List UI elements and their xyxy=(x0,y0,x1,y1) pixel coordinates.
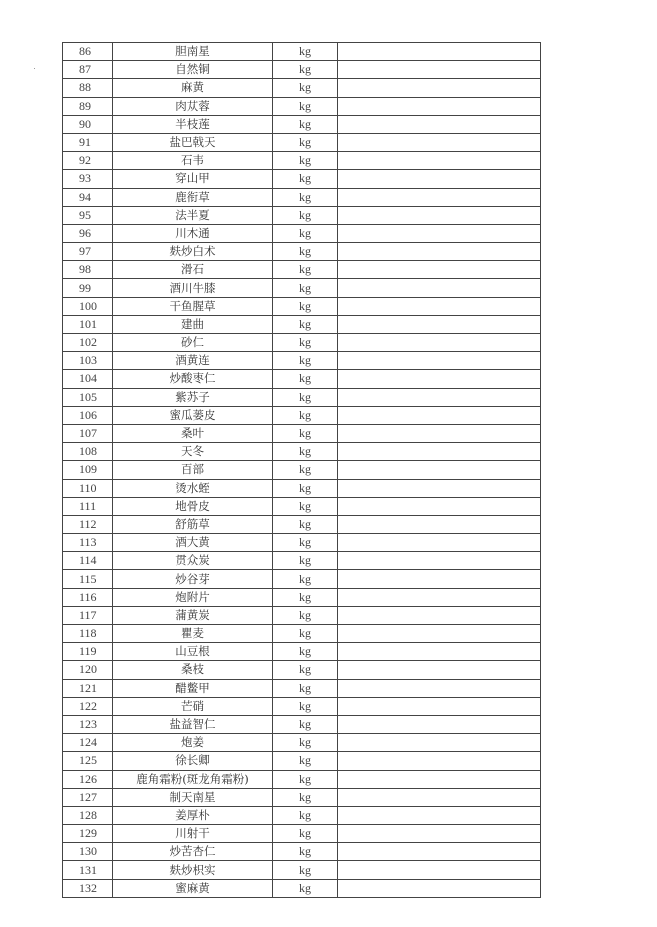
unit-cell: kg xyxy=(273,370,338,388)
note-cell xyxy=(338,115,541,133)
herb-name-cell: 胆南星 xyxy=(113,43,273,61)
row-number-cell: 109 xyxy=(63,461,113,479)
table-row xyxy=(63,61,541,79)
note-cell xyxy=(338,261,541,279)
table-row xyxy=(63,879,541,897)
unit-cell: kg xyxy=(273,334,338,352)
table-row xyxy=(63,552,541,570)
table-row xyxy=(63,315,541,333)
row-number-cell: 131 xyxy=(63,861,113,879)
unit-cell: kg xyxy=(273,552,338,570)
herb-name-cell: 蒲黄炭 xyxy=(113,606,273,624)
row-number-cell: 105 xyxy=(63,388,113,406)
herb-name-cell: 山豆根 xyxy=(113,643,273,661)
herb-name-cell: 法半夏 xyxy=(113,206,273,224)
row-number-cell: 101 xyxy=(63,315,113,333)
note-cell xyxy=(338,443,541,461)
herb-name-cell: 紫苏子 xyxy=(113,388,273,406)
row-number-cell: 132 xyxy=(63,879,113,897)
table-row xyxy=(63,534,541,552)
note-cell xyxy=(338,206,541,224)
herb-name-cell: 自然铜 xyxy=(113,61,273,79)
herb-name-cell: 炒谷芽 xyxy=(113,570,273,588)
table-row xyxy=(63,224,541,242)
row-number-cell: 96 xyxy=(63,224,113,242)
note-cell xyxy=(338,152,541,170)
unit-cell: kg xyxy=(273,570,338,588)
row-number-cell: 116 xyxy=(63,588,113,606)
herb-name-cell: 建曲 xyxy=(113,315,273,333)
unit-cell: kg xyxy=(273,79,338,97)
unit-cell: kg xyxy=(273,770,338,788)
table-row xyxy=(63,352,541,370)
row-number-cell: 124 xyxy=(63,734,113,752)
unit-cell: kg xyxy=(273,825,338,843)
unit-cell: kg xyxy=(273,206,338,224)
unit-cell: kg xyxy=(273,443,338,461)
herb-name-cell: 麻黄 xyxy=(113,79,273,97)
herb-name-cell: 地骨皮 xyxy=(113,497,273,515)
herb-name-cell: 石韦 xyxy=(113,152,273,170)
row-number-cell: 102 xyxy=(63,334,113,352)
row-number-cell: 90 xyxy=(63,115,113,133)
table-row xyxy=(63,770,541,788)
row-number-cell: 120 xyxy=(63,661,113,679)
row-number-cell: 122 xyxy=(63,697,113,715)
note-cell xyxy=(338,43,541,61)
note-cell xyxy=(338,243,541,261)
row-number-cell: 95 xyxy=(63,206,113,224)
unit-cell: kg xyxy=(273,879,338,897)
table-row xyxy=(63,43,541,61)
herb-name-cell: 醋鳖甲 xyxy=(113,679,273,697)
herb-table xyxy=(62,42,541,898)
note-cell xyxy=(338,515,541,533)
unit-cell: kg xyxy=(273,515,338,533)
unit-cell: kg xyxy=(273,806,338,824)
herb-name-cell: 舒筋草 xyxy=(113,515,273,533)
herb-name-cell: 蜜瓜蒌皮 xyxy=(113,406,273,424)
note-cell xyxy=(338,806,541,824)
row-number-cell: 117 xyxy=(63,606,113,624)
row-number-cell: 87 xyxy=(63,61,113,79)
unit-cell: kg xyxy=(273,315,338,333)
unit-cell: kg xyxy=(273,243,338,261)
table-row xyxy=(63,515,541,533)
table-row xyxy=(63,297,541,315)
note-cell xyxy=(338,370,541,388)
table-row xyxy=(63,388,541,406)
row-number-cell: 115 xyxy=(63,570,113,588)
herb-name-cell: 徐长卿 xyxy=(113,752,273,770)
note-cell xyxy=(338,606,541,624)
unit-cell: kg xyxy=(273,479,338,497)
note-cell xyxy=(338,388,541,406)
note-cell xyxy=(338,479,541,497)
table-row xyxy=(63,570,541,588)
table-row xyxy=(63,497,541,515)
table-row xyxy=(63,752,541,770)
herb-name-cell: 川射干 xyxy=(113,825,273,843)
unit-cell: kg xyxy=(273,697,338,715)
table-row xyxy=(63,715,541,733)
table-row xyxy=(63,806,541,824)
note-cell xyxy=(338,697,541,715)
unit-cell: kg xyxy=(273,279,338,297)
unit-cell: kg xyxy=(273,352,338,370)
unit-cell: kg xyxy=(273,224,338,242)
note-cell xyxy=(338,279,541,297)
unit-cell: kg xyxy=(273,606,338,624)
table-row xyxy=(63,188,541,206)
table-row xyxy=(63,279,541,297)
unit-cell: kg xyxy=(273,97,338,115)
note-cell xyxy=(338,861,541,879)
note-cell xyxy=(338,715,541,733)
row-number-cell: 106 xyxy=(63,406,113,424)
unit-cell: kg xyxy=(273,643,338,661)
herb-name-cell: 桑叶 xyxy=(113,424,273,442)
row-number-cell: 91 xyxy=(63,133,113,151)
note-cell xyxy=(338,788,541,806)
table-row xyxy=(63,406,541,424)
note-cell xyxy=(338,643,541,661)
herb-name-cell: 炒酸枣仁 xyxy=(113,370,273,388)
row-number-cell: 88 xyxy=(63,79,113,97)
herb-name-cell: 炮姜 xyxy=(113,734,273,752)
table-row xyxy=(63,625,541,643)
unit-cell: kg xyxy=(273,261,338,279)
unit-cell: kg xyxy=(273,661,338,679)
table-row xyxy=(63,679,541,697)
unit-cell: kg xyxy=(273,534,338,552)
note-cell xyxy=(338,770,541,788)
note-cell xyxy=(338,843,541,861)
note-cell xyxy=(338,679,541,697)
row-number-cell: 128 xyxy=(63,806,113,824)
table-row xyxy=(63,479,541,497)
table-row xyxy=(63,79,541,97)
herb-name-cell: 桑枝 xyxy=(113,661,273,679)
row-number-cell: 103 xyxy=(63,352,113,370)
table-row xyxy=(63,115,541,133)
row-number-cell: 123 xyxy=(63,715,113,733)
herb-name-cell: 砂仁 xyxy=(113,334,273,352)
herb-name-cell: 蜜麻黄 xyxy=(113,879,273,897)
note-cell xyxy=(338,661,541,679)
unit-cell: kg xyxy=(273,297,338,315)
scan-speck xyxy=(34,68,35,69)
herb-name-cell: 川木通 xyxy=(113,224,273,242)
row-number-cell: 129 xyxy=(63,825,113,843)
note-cell xyxy=(338,625,541,643)
row-number-cell: 89 xyxy=(63,97,113,115)
herb-name-cell: 百部 xyxy=(113,461,273,479)
row-number-cell: 93 xyxy=(63,170,113,188)
herb-name-cell: 制天南星 xyxy=(113,788,273,806)
table-row xyxy=(63,643,541,661)
unit-cell: kg xyxy=(273,424,338,442)
table-row xyxy=(63,734,541,752)
row-number-cell: 107 xyxy=(63,424,113,442)
row-number-cell: 118 xyxy=(63,625,113,643)
herb-name-cell: 酒川牛膝 xyxy=(113,279,273,297)
row-number-cell: 119 xyxy=(63,643,113,661)
note-cell xyxy=(338,570,541,588)
table-row xyxy=(63,206,541,224)
row-number-cell: 121 xyxy=(63,679,113,697)
note-cell xyxy=(338,352,541,370)
row-number-cell: 130 xyxy=(63,843,113,861)
row-number-cell: 113 xyxy=(63,534,113,552)
herb-name-cell: 麸炒枳实 xyxy=(113,861,273,879)
unit-cell: kg xyxy=(273,43,338,61)
unit-cell: kg xyxy=(273,734,338,752)
table-row xyxy=(63,334,541,352)
row-number-cell: 126 xyxy=(63,770,113,788)
herb-name-cell: 炮附片 xyxy=(113,588,273,606)
note-cell xyxy=(338,552,541,570)
herb-name-cell: 盐益智仁 xyxy=(113,715,273,733)
unit-cell: kg xyxy=(273,588,338,606)
herb-name-cell: 干鱼腥草 xyxy=(113,297,273,315)
table-row xyxy=(63,788,541,806)
herb-name-cell: 炒苦杏仁 xyxy=(113,843,273,861)
row-number-cell: 114 xyxy=(63,552,113,570)
note-cell xyxy=(338,315,541,333)
herb-name-cell: 半枝莲 xyxy=(113,115,273,133)
row-number-cell: 111 xyxy=(63,497,113,515)
table-row xyxy=(63,97,541,115)
unit-cell: kg xyxy=(273,170,338,188)
herb-table-body xyxy=(63,43,541,898)
herb-name-cell: 瞿麦 xyxy=(113,625,273,643)
row-number-cell: 108 xyxy=(63,443,113,461)
herb-name-cell: 鹿衔草 xyxy=(113,188,273,206)
note-cell xyxy=(338,534,541,552)
note-cell xyxy=(338,188,541,206)
unit-cell: kg xyxy=(273,461,338,479)
table-row xyxy=(63,606,541,624)
row-number-cell: 104 xyxy=(63,370,113,388)
herb-name-cell: 贯众炭 xyxy=(113,552,273,570)
row-number-cell: 94 xyxy=(63,188,113,206)
note-cell xyxy=(338,461,541,479)
herb-name-cell: 鹿角霜粉(斑龙角霜粉) xyxy=(113,770,273,788)
unit-cell: kg xyxy=(273,679,338,697)
note-cell xyxy=(338,79,541,97)
note-cell xyxy=(338,224,541,242)
table-row xyxy=(63,843,541,861)
table-row xyxy=(63,261,541,279)
row-number-cell: 112 xyxy=(63,515,113,533)
row-number-cell: 127 xyxy=(63,788,113,806)
table-row xyxy=(63,661,541,679)
herb-name-cell: 穿山甲 xyxy=(113,170,273,188)
row-number-cell: 110 xyxy=(63,479,113,497)
note-cell xyxy=(338,497,541,515)
row-number-cell: 92 xyxy=(63,152,113,170)
table-row xyxy=(63,443,541,461)
unit-cell: kg xyxy=(273,715,338,733)
note-cell xyxy=(338,97,541,115)
table-row xyxy=(63,152,541,170)
herb-name-cell: 天冬 xyxy=(113,443,273,461)
note-cell xyxy=(338,133,541,151)
herb-name-cell: 芒硝 xyxy=(113,697,273,715)
herb-name-cell: 酒黄连 xyxy=(113,352,273,370)
note-cell xyxy=(338,406,541,424)
note-cell xyxy=(338,879,541,897)
unit-cell: kg xyxy=(273,843,338,861)
table-row xyxy=(63,170,541,188)
table-row xyxy=(63,133,541,151)
herb-name-cell: 酒大黄 xyxy=(113,534,273,552)
herb-name-cell: 肉苁蓉 xyxy=(113,97,273,115)
note-cell xyxy=(338,752,541,770)
table-row xyxy=(63,588,541,606)
table-row xyxy=(63,243,541,261)
herb-name-cell: 姜厚朴 xyxy=(113,806,273,824)
unit-cell: kg xyxy=(273,625,338,643)
row-number-cell: 86 xyxy=(63,43,113,61)
unit-cell: kg xyxy=(273,752,338,770)
herb-name-cell: 麸炒白术 xyxy=(113,243,273,261)
row-number-cell: 98 xyxy=(63,261,113,279)
note-cell xyxy=(338,424,541,442)
table-row xyxy=(63,424,541,442)
unit-cell: kg xyxy=(273,61,338,79)
note-cell xyxy=(338,825,541,843)
row-number-cell: 99 xyxy=(63,279,113,297)
row-number-cell: 97 xyxy=(63,243,113,261)
note-cell xyxy=(338,588,541,606)
table-row xyxy=(63,370,541,388)
table-row xyxy=(63,825,541,843)
note-cell xyxy=(338,297,541,315)
table-row xyxy=(63,861,541,879)
unit-cell: kg xyxy=(273,406,338,424)
table-row xyxy=(63,461,541,479)
unit-cell: kg xyxy=(273,861,338,879)
note-cell xyxy=(338,61,541,79)
unit-cell: kg xyxy=(273,133,338,151)
unit-cell: kg xyxy=(273,788,338,806)
unit-cell: kg xyxy=(273,497,338,515)
herb-name-cell: 滑石 xyxy=(113,261,273,279)
herb-name-cell: 烫水蛭 xyxy=(113,479,273,497)
table-row xyxy=(63,697,541,715)
unit-cell: kg xyxy=(273,188,338,206)
herb-name-cell: 盐巴戟天 xyxy=(113,133,273,151)
unit-cell: kg xyxy=(273,152,338,170)
note-cell xyxy=(338,170,541,188)
row-number-cell: 125 xyxy=(63,752,113,770)
unit-cell: kg xyxy=(273,388,338,406)
row-number-cell: 100 xyxy=(63,297,113,315)
unit-cell: kg xyxy=(273,115,338,133)
note-cell xyxy=(338,334,541,352)
note-cell xyxy=(338,734,541,752)
